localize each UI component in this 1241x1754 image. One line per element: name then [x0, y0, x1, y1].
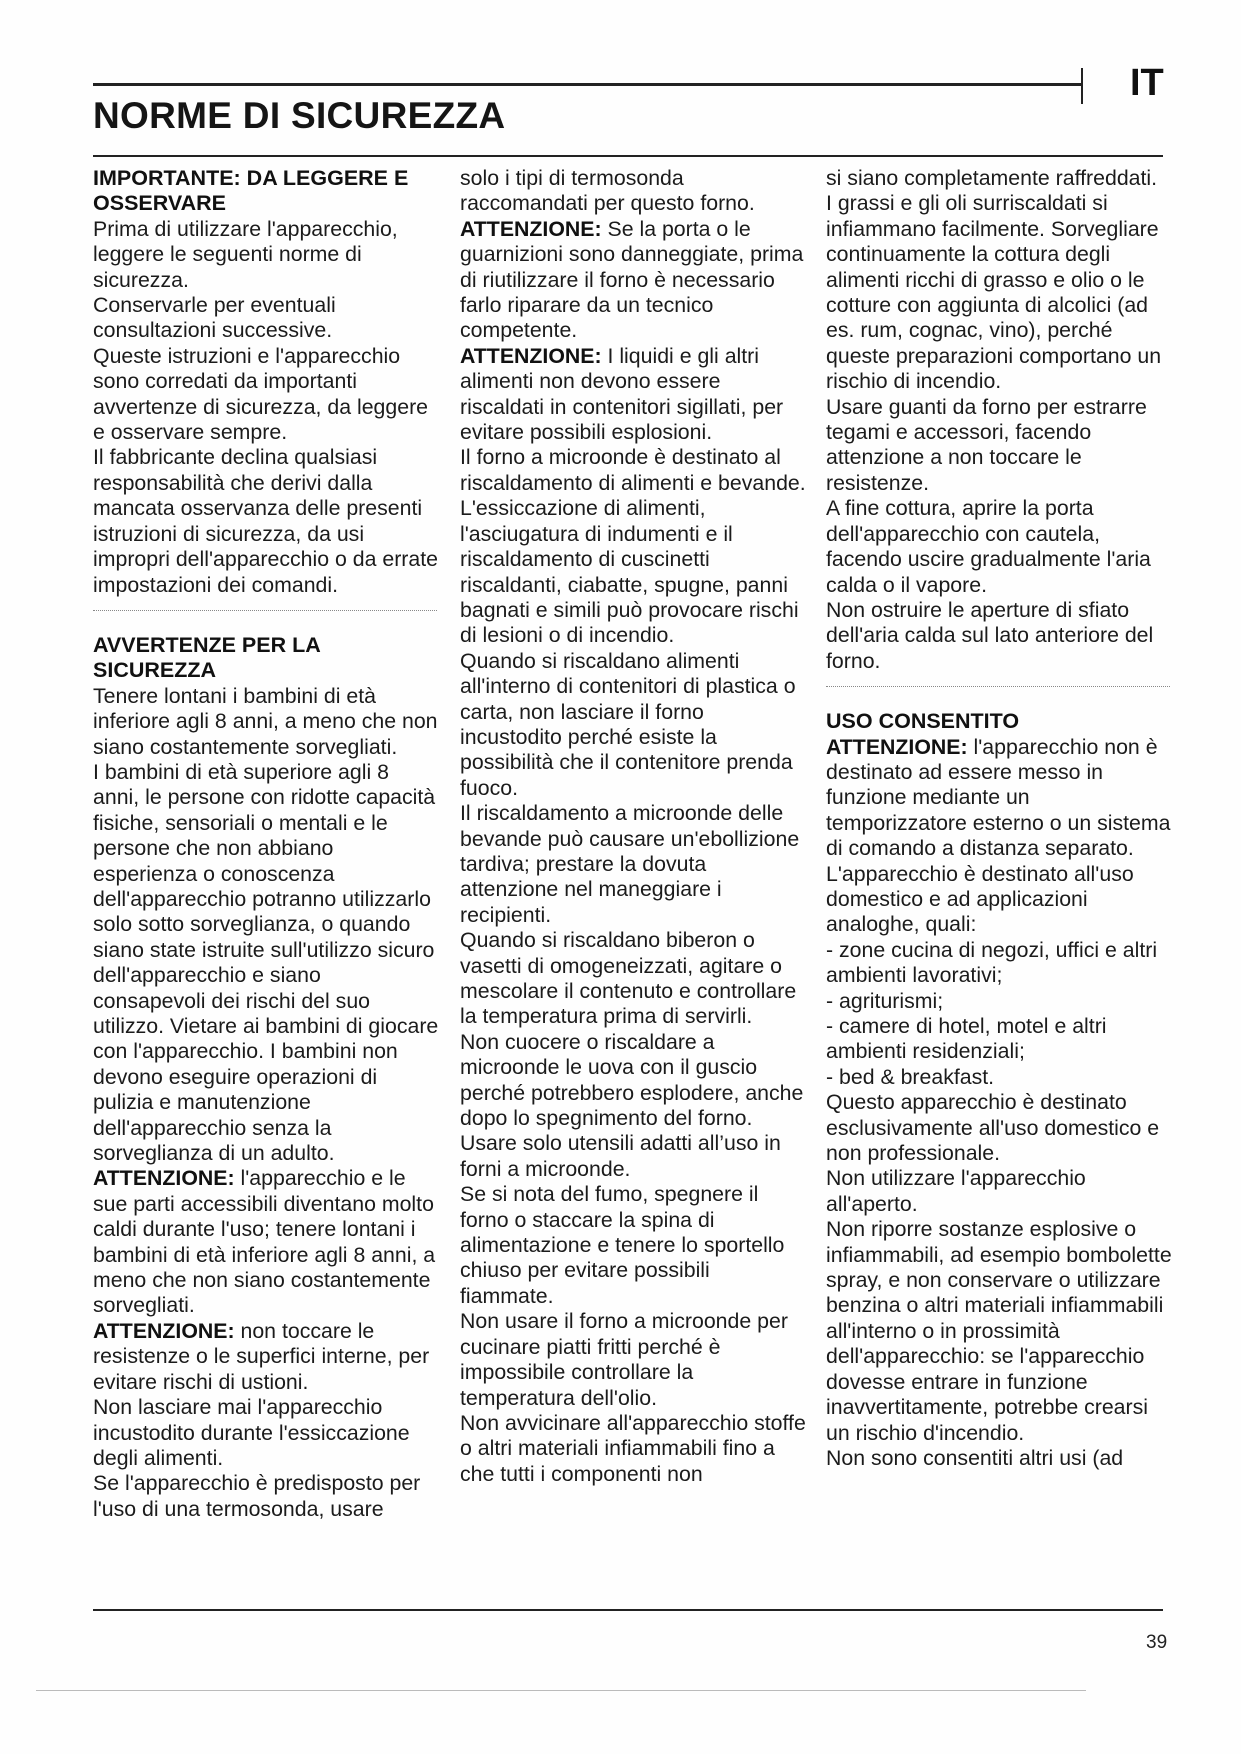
column-3 [826, 166, 1172, 1471]
paragraph: Tenere lontani i bambini di età inferiore agli 8 anni, a meno che non siano costantemente sorvegliati. [93, 683, 438, 759]
warning-paragraph: ATTENZIONE: l'apparecchio e le sue parti accessibili diventano molto caldi durante l'uso; tenere lontani i bambini di età inferiore agli 8 anni, a meno che non siano costantemente sorvegliati. [93, 1166, 436, 1318]
paragraph: Non utilizzare l'apparecchio all'aperto. [826, 1166, 1086, 1216]
column-2 [460, 166, 806, 1487]
section-heading-permitted-use: USO CONSENTITO [826, 709, 1020, 734]
warning-label: ATTENZIONE: [93, 1166, 235, 1191]
paragraph: Se si nota del fumo, spegnere il forno o staccare la spina di alimentazione e tenere lo sportello chiuso per evitare possibili fiammate. [460, 1182, 785, 1308]
warning-label: ATTENZIONE: [460, 343, 602, 368]
paragraph: Non avvicinare all'apparecchio stoffe o altri materiali infiammabili fino a che tutti i componenti non [460, 1410, 806, 1486]
paragraph: L'apparecchio è destinato all'uso domestico e ad applicazioni analoghe, quali: [826, 861, 1134, 937]
warning-paragraph: ATTENZIONE: I liquidi e gli altri alimenti non devono essere riscaldati in contenitori sigillati, per evitare possibili esplosioni. [460, 343, 784, 445]
footer-rule [93, 1609, 1163, 1611]
header-bottom-rule [93, 155, 1163, 157]
warning-label: ATTENZIONE: [826, 734, 968, 759]
dotted-separator [826, 686, 1170, 687]
list-item: - bed & breakfast. [826, 1064, 995, 1089]
paragraph: Non lasciare mai l'apparecchio incustodito durante l'essiccazione degli alimenti. [93, 1395, 410, 1470]
page-title: NORME DI SICUREZZA [93, 95, 506, 136]
column-1 [93, 166, 439, 1522]
paragraph: solo i tipi di termosonda raccomandati per questo forno. [460, 166, 755, 216]
language-code: IT [1130, 62, 1164, 104]
warning-label: ATTENZIONE: [93, 1318, 235, 1343]
paragraph: A fine cottura, aprire la porta dell'apparecchio con cautela, facendo uscire gradualmente l'aria calda o il vapore. [826, 496, 1151, 597]
paragraph: Questo apparecchio è destinato esclusivamente all'uso domestico e non professionale. [826, 1090, 1160, 1166]
paragraph: Quando si riscaldano alimenti all'interno di contenitori di plastica o carta, non lasciare il forno incustodito perché esiste la possibilità che il contenitore prenda fuoco. [460, 648, 796, 800]
paragraph: Il riscaldamento a microonde delle bevande può causare un'ebollizione tardiva; prestare la dovuta attenzione nel maneggiare i recipienti. [460, 801, 800, 927]
list-item: - zone cucina di negozi, uffici e altri ambienti lavorativi; [826, 937, 1158, 988]
warning-paragraph: ATTENZIONE: Se la porta o le guarnizioni sono danneggiate, prima di riutilizzare il forno è necessario farlo riparare da un tecnico competente. [460, 216, 804, 343]
dotted-separator [93, 610, 437, 611]
header-tick [1081, 68, 1083, 104]
paragraph: Non ostruire le aperture di sfiato dell'aria calda sul lato anteriore del forno. [826, 597, 1154, 673]
header-top-rule [93, 83, 1083, 86]
paragraph: Non sono consentiti altri usi (ad [826, 1445, 1124, 1470]
paragraph: Non cuocere o riscaldare a microonde le uova con il guscio perché potrebbero esplodere, anche dopo lo spegnimento del forno. [460, 1029, 804, 1131]
paragraph: I bambini di età superiore agli 8 anni, le persone con ridotte capacità fisiche, sensoriali o mentali e le persone che non abbiano esperienza o conoscenza dell'apparecchio potranno utilizzarlo solo sotto sorveglianza, o quando siano state istruite sull'utilizzo sicuro dell'apparecchio e siano consapevoli dei rischi del suo utilizzo. Vietare ai bambini di giocare con l'apparecchio. I bambini non devono eseguire operazioni di pulizia e manutenzione dell'apparecchio senza la sorveglianza di un adulto. [93, 759, 439, 1166]
section-heading-safety-warnings: AVVERTENZE PER LA SICUREZZA [93, 632, 320, 683]
paragraph: Conservarle per eventuali consultazioni successive. [93, 293, 336, 343]
paragraph: Queste istruzioni e l'apparecchio sono corredati da importanti avvertenze di sicurezza, da leggere e osservare sempre. [93, 343, 429, 445]
paragraph: Il fabbricante declina qualsiasi responsabilità che derivi dalla mancata osservanza delle presenti istruzioni di sicurezza, da usi impropri dell'apparecchio o da errate impostazioni dei comandi. [93, 445, 439, 597]
paragraph: Il forno a microonde è destinato al riscaldamento di alimenti e bevande. L'essiccazione di alimenti, l'asciugatura di indumenti e il riscaldamento di cuscinetti riscaldanti, ciabatte, spugne, panni bagnati e simili può provocare rischi di lesioni o di incendio. [460, 445, 806, 648]
warning-paragraph: ATTENZIONE: non toccare le resistenze o le superfici interne, per evitare rischi di ustioni. [93, 1318, 430, 1394]
paragraph: Se l'apparecchio è predisposto per l'uso di una termosonda, usare [93, 1471, 421, 1521]
section-heading-important: IMPORTANTE: DA LEGGERE E OSSERVARE [93, 166, 409, 216]
warning-paragraph: ATTENZIONE: l'apparecchio non è destinato ad essere messo in funzione mediante un temporizzatore esterno o un sistema di comando a distanza separato. [826, 734, 1171, 861]
page-number: 39 [1146, 1632, 1168, 1653]
warning-label: ATTENZIONE: [460, 216, 602, 241]
list-item: - camere di hotel, motel e altri ambienti residenziali; [826, 1014, 1107, 1064]
list-item: - agriturismi; [826, 988, 944, 1013]
paragraph: Non usare il forno a microonde per cucinare piatti fritti perché è impossibile controllare la temperatura dell'olio. [460, 1309, 788, 1410]
paragraph: Non riporre sostanze esplosive o infiammabili, ad esempio bombolette spray, e non conservare o utilizzare benzina o altri materiali infiammabili all'interno o in prossimità dell'apparecchio: se l'apparecchio dovesse entrare in funzione inavvertitamente, potrebbe crearsi un rischio d'incendio. [826, 1217, 1172, 1445]
page-bottom-edge [36, 1690, 1086, 1691]
paragraph: Usare solo utensili adatti all’uso in forni a microonde. [460, 1131, 781, 1181]
paragraph: Usare guanti da forno per estrarre tegami e accessori, facendo attenzione a non toccare le resistenze. [826, 394, 1147, 495]
paragraph: Prima di utilizzare l'apparecchio, leggere le seguenti norme di sicurezza. [93, 216, 398, 292]
paragraph: Quando si riscaldano biberon o vasetti di omogeneizzati, agitare o mescolare il contenuto e controllare la temperatura prima di servirli. [460, 928, 797, 1029]
paragraph: si siano completamente raffreddati. [826, 166, 1158, 190]
paragraph: I grassi e gli oli surriscaldati si infiammano facilmente. Sorvegliare continuamente la cottura degli alimenti ricchi di grasso e olio o le cotture con aggiunta di alcolici (ad es. rum, cognac, vino), perché queste preparazioni comportano un rischio di incendio. [826, 191, 1162, 394]
